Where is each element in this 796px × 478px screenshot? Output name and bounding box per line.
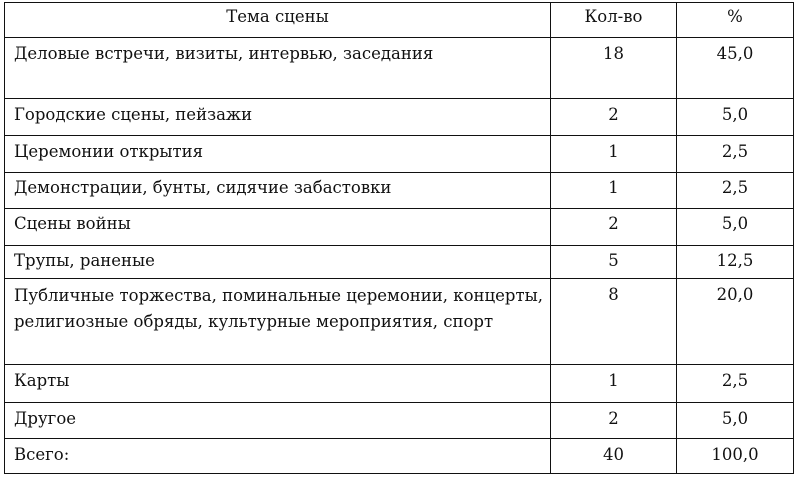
table-row — [5, 279, 794, 365]
table-row — [5, 365, 794, 403]
header-count: Кол-во — [551, 3, 677, 38]
table-row — [5, 99, 794, 136]
row-count: 8 — [551, 279, 677, 365]
total-count: 40 — [551, 439, 677, 474]
row-theme: Другое — [5, 403, 551, 439]
row-percent: 20,0 — [677, 279, 794, 365]
row-theme: Церемонии открытия — [5, 136, 551, 173]
row-count: 2 — [551, 403, 677, 439]
table-row — [5, 403, 794, 439]
row-percent: 2,5 — [677, 365, 794, 403]
table-row — [5, 209, 794, 246]
header-theme: Тема сцены — [5, 3, 551, 38]
row-count: 5 — [551, 246, 677, 279]
row-count: 1 — [551, 173, 677, 209]
total-percent: 100,0 — [677, 439, 794, 474]
row-percent: 5,0 — [677, 99, 794, 136]
row-theme: Карты — [5, 365, 551, 403]
row-percent: 2,5 — [677, 173, 794, 209]
row-theme: Городские сцены, пейзажи — [5, 99, 551, 136]
row-count: 18 — [551, 38, 677, 99]
row-count: 2 — [551, 99, 677, 136]
row-percent: 45,0 — [677, 38, 794, 99]
row-percent: 5,0 — [677, 403, 794, 439]
table-row — [5, 173, 794, 209]
row-count: 1 — [551, 136, 677, 173]
table-total-row — [5, 439, 794, 474]
row-count: 1 — [551, 365, 677, 403]
table-row — [5, 246, 794, 279]
table-row — [5, 136, 794, 173]
row-count: 2 — [551, 209, 677, 246]
row-theme: Сцены войны — [5, 209, 551, 246]
scene-themes-table — [4, 2, 794, 474]
table-row — [5, 38, 794, 99]
header-percent: % — [677, 3, 794, 38]
row-percent: 5,0 — [677, 209, 794, 246]
row-theme: Деловые встречи, визиты, интервью, заседания — [5, 38, 551, 99]
total-label: Всего: — [5, 439, 551, 474]
row-theme: Демонстрации, бунты, сидячие забастовки — [5, 173, 551, 209]
row-percent: 2,5 — [677, 136, 794, 173]
row-percent: 12,5 — [677, 246, 794, 279]
row-theme: Трупы, раненые — [5, 246, 551, 279]
table-header-row — [5, 3, 794, 38]
row-theme: Публичные торжества, поминальные церемонии, концерты, религиозные обряды, культурные мероприятия, спорт — [5, 279, 551, 365]
